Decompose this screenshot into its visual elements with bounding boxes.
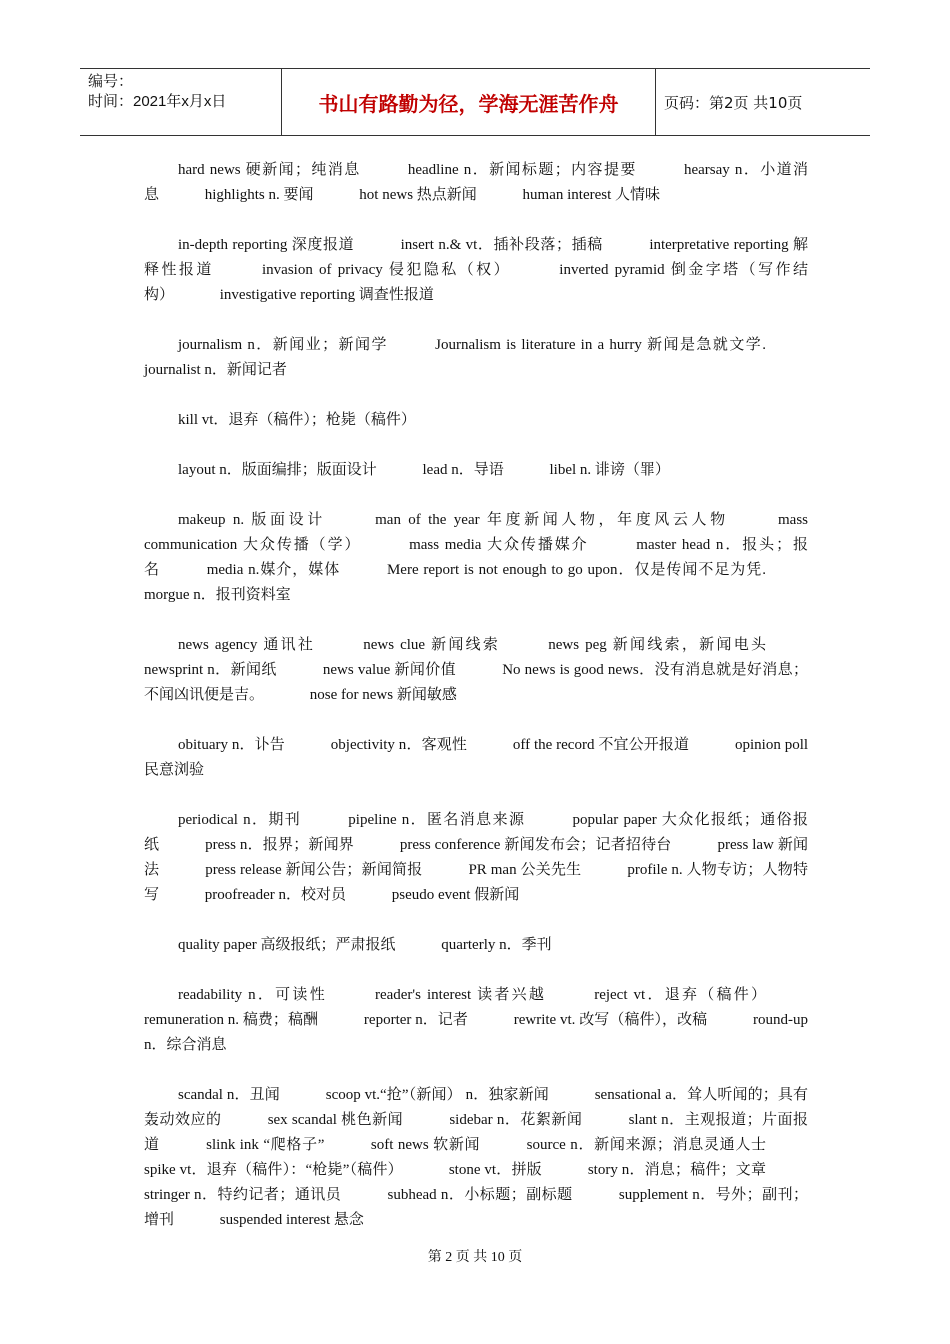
glossary-term: journalism n．新闻业；新闻学 — [178, 337, 388, 353]
glossary-term: obituary n．讣告 — [178, 737, 285, 753]
glossary-term: slant n．主观报道；片面报道 — [144, 1112, 809, 1153]
glossary-term: sensational a．耸人听闻的；具有轰动效应的 — [144, 1087, 809, 1128]
glossary-term: news peg 新闻线索，新闻电头 — [548, 637, 766, 653]
glossary-term: pipeline n．匿名消息来源 — [348, 812, 526, 828]
glossary-body — [144, 158, 808, 1258]
glossary-term: journalist n．新闻记者 — [144, 362, 287, 378]
glossary-paragraph — [144, 633, 808, 708]
header-meta — [80, 69, 282, 135]
glossary-term: news agency 通讯社 — [178, 637, 316, 653]
glossary-term: periodical n．期刊 — [178, 812, 302, 828]
page-header — [80, 68, 870, 136]
glossary-term: lead n．导语 — [422, 462, 504, 478]
glossary-paragraph — [144, 933, 808, 958]
glossary-term: objectivity n．客观性 — [330, 737, 467, 753]
glossary-term: scoop vt.“抢”（新闻） n．独家新闻 — [325, 1087, 549, 1103]
glossary-term: supplement n．号外；副刊；增刊 — [144, 1187, 809, 1228]
glossary-term: No news is good news．没有消息就是好消息；不闻凶讯便是吉。 — [144, 662, 809, 703]
glossary-term: slink ink “爬格子” — [206, 1137, 325, 1153]
glossary-term: mass media 大众传播媒介 — [409, 537, 589, 553]
glossary-term: PR man 公关先生 — [468, 862, 582, 878]
glossary-term: sex scandal 桃色新闻 — [267, 1112, 404, 1128]
glossary-term: stone vt．拼版 — [448, 1162, 542, 1178]
glossary-term: suspended interest 悬念 — [219, 1212, 364, 1228]
glossary-paragraph — [144, 233, 808, 308]
glossary-term: quarterly n．季刊 — [441, 937, 552, 953]
glossary-term: libel n. 诽谤（罪） — [549, 462, 670, 478]
glossary-term: sidebar n．花絮新闻 — [449, 1112, 583, 1128]
glossary-term: morgue n．报刊资料室 — [144, 587, 291, 603]
glossary-paragraph — [144, 458, 808, 483]
glossary-term: hot news 热点新闻 — [359, 187, 477, 203]
glossary-term: reject vt．退弃（稿件） — [594, 987, 767, 1003]
glossary-term: scandal n．丑闻 — [178, 1087, 280, 1103]
glossary-term: newsprint n．新闻纸 — [144, 662, 277, 678]
glossary-term: invasion of privacy 侵犯隐私（权） — [262, 262, 512, 278]
glossary-paragraph — [144, 733, 808, 783]
glossary-term: Journalism is literature in a hurry 新闻是急就文学. — [435, 337, 766, 353]
glossary-term: master head n．报头；报名 — [144, 537, 809, 578]
glossary-term: remuneration n. 稿费；稿酬 — [144, 1012, 319, 1028]
glossary-paragraph — [144, 983, 808, 1058]
glossary-term: inverted pyramid 倒金字塔（写作结构） — [144, 262, 808, 303]
glossary-term: spike vt．退弃（稿件）：“枪毙”（稿件） — [144, 1162, 403, 1178]
glossary-term: soft news 软新闻 — [370, 1137, 481, 1153]
glossary-term: press law 新闻法 — [144, 837, 809, 878]
glossary-term: reporter n．记者 — [363, 1012, 468, 1028]
glossary-term: mass communication 大众传播（学） — [144, 512, 809, 553]
glossary-paragraph — [144, 1083, 808, 1233]
glossary-term: rewrite vt. 改写（稿件），改稿 — [513, 1012, 708, 1028]
glossary-paragraph — [144, 158, 808, 208]
glossary-term: media n.媒介，媒体 — [206, 562, 341, 578]
glossary-term: press conference 新闻发布会；记者招待台 — [399, 837, 672, 853]
glossary-term: story n．消息；稿件；文章 — [587, 1162, 767, 1178]
glossary-term: hearsay n．小道消息 — [144, 162, 809, 203]
glossary-term: source n．新闻来源；消息灵通人士 — [526, 1137, 767, 1153]
glossary-term: interpretative reporting 解释性报道 — [144, 237, 809, 278]
glossary-term: investigative reporting 调查性报道 — [219, 287, 434, 303]
glossary-term: nose for news 新闻敏感 — [309, 687, 457, 703]
glossary-term: highlights n. 要闻 — [204, 187, 314, 203]
glossary-term: kill vt．退弃（稿件）；枪毙（稿件） — [178, 412, 416, 428]
glossary-term: profile n. 人物专访；人物特写 — [144, 862, 809, 903]
glossary-term: proofreader n．校对员 — [204, 887, 346, 903]
glossary-term: human interest 人情味 — [522, 187, 661, 203]
glossary-term: hard news 硬新闻；纯消息 — [178, 162, 361, 178]
glossary-term: makeup n. 版面设计 — [178, 512, 326, 528]
glossary-term: headline n．新闻标题；内容提要 — [407, 162, 637, 178]
glossary-term: press release 新闻公告；新闻简报 — [205, 862, 423, 878]
glossary-term: subhead n．小标题；副标题 — [387, 1187, 573, 1203]
glossary-term: Mere report is not enough to go upon．仅是传闻不足为凭. — [386, 562, 767, 578]
glossary-term: stringer n．特约记者；通讯员 — [144, 1187, 342, 1203]
document-number-label: 编号： — [88, 73, 134, 90]
glossary-term: opinion poll 民意浏验 — [144, 737, 809, 778]
glossary-term: quality paper 高级报纸；严肃报纸 — [178, 937, 396, 953]
glossary-term: layout n．版面编排；版面设计 — [178, 462, 377, 478]
glossary-term: round-up n．综合消息 — [144, 1012, 809, 1053]
glossary-paragraph — [144, 808, 808, 908]
glossary-term: popular paper 大众化报纸；通俗报纸 — [144, 812, 808, 853]
glossary-term: insert n.& vt．插补段落；插稿 — [400, 237, 603, 253]
document-date: 时间：2021年x月x日 — [88, 93, 227, 110]
glossary-term: off the record 不宜公开报道 — [512, 737, 690, 753]
glossary-term: news clue 新闻线索 — [363, 637, 501, 653]
glossary-paragraph — [144, 508, 808, 608]
glossary-term: in-depth reporting 深度报道 — [178, 237, 355, 253]
glossary-term: press n．报界；新闻界 — [205, 837, 354, 853]
glossary-term: pseudo event 假新闻 — [391, 887, 520, 903]
glossary-term: reader's interest 读者兴越 — [374, 987, 547, 1003]
header-motto: 书山有路勤为径，学海无涯苦作舟 — [282, 69, 656, 135]
glossary-term: news value 新闻价值 — [322, 662, 457, 678]
glossary-term: readability n．可读性 — [178, 987, 327, 1003]
glossary-paragraph — [144, 333, 808, 383]
glossary-paragraph — [144, 408, 808, 433]
header-page-info: 页码：第2页 共10页 — [664, 93, 803, 112]
page-footer: 第 2 页 共 10 页 — [427, 1250, 523, 1265]
glossary-term: man of the year 年度新闻人物，年度风云人物 — [375, 512, 729, 528]
